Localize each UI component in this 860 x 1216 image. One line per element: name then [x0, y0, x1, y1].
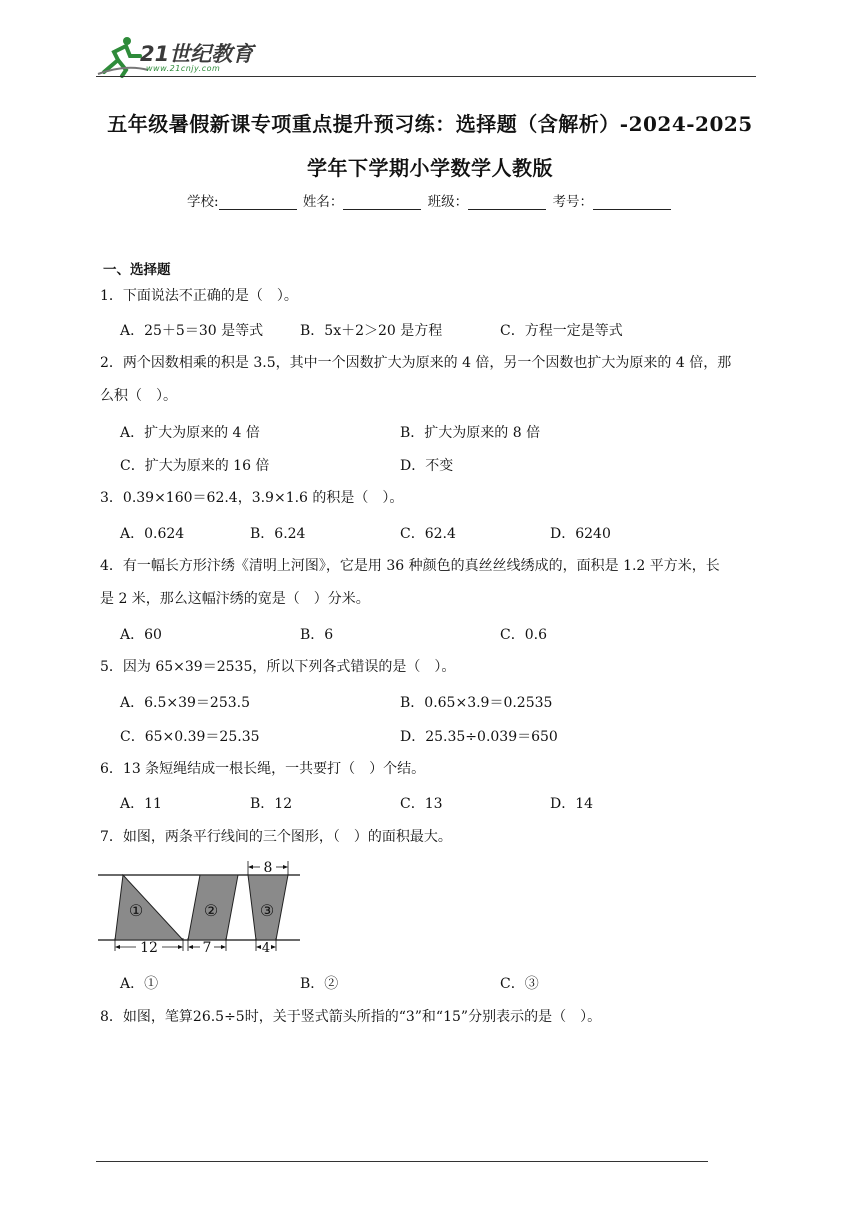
question-7-stem: 7．如图，两条平行线间的三个图形，（ ）的面积最大。: [100, 829, 452, 845]
question-6-option-a: A．11: [120, 796, 162, 812]
question-6-option-b: B．12: [250, 796, 293, 812]
question-3-option-b: B．6.24: [250, 526, 306, 542]
question-5-option-a: A．6.5×39＝253.5: [120, 695, 250, 711]
question-5-option-c: C．65×0.39＝25.35: [120, 729, 260, 745]
shape-3-label: ③: [259, 901, 275, 920]
header-rule: [96, 76, 756, 77]
question-4-stem-line-2: 是 2 米，那么这幅汴绣的宽是（ ）分米。: [100, 591, 370, 607]
question-4-option-a: A．60: [120, 627, 162, 643]
class-blank[interactable]: [468, 195, 546, 210]
question-3-option-d: D．6240: [550, 526, 611, 542]
class-label: 班级：: [427, 194, 469, 210]
question-2-option-c: C．扩大为原来的 16 倍: [120, 458, 270, 474]
school-blank[interactable]: [219, 195, 297, 210]
school-label: 学校:: [187, 194, 219, 210]
question-5-stem: 5．因为 65×39＝2535，所以下列各式错误的是（ ）。: [100, 659, 456, 675]
question-2-stem-line-1: 2．两个因数相乘的积是 3.5，其中一个因数扩大为原来的 4 倍，另一个因数也扩大为原来的 4 倍，那: [100, 355, 732, 371]
question-4-option-c: C．0.6: [500, 627, 547, 643]
question-2-option-b: B．扩大为原来的 8 倍: [400, 425, 541, 441]
parallel-lines-figure: [98, 858, 308, 962]
name-label: 姓名：: [302, 194, 344, 210]
shape-2-label: ②: [203, 901, 219, 920]
question-4-option-b: B．6: [300, 627, 334, 643]
question-1-option-c: C．方程一定是等式: [500, 323, 623, 339]
section-title: 一、选择题: [103, 262, 171, 278]
question-1-option-a: A．25＋5＝30 是等式: [120, 323, 264, 339]
question-5-option-b: B．0.65×3.9＝0.2535: [400, 695, 553, 711]
question-7-option-a: A．①: [120, 976, 159, 992]
question-5-option-d: D．25.35÷0.039＝650: [400, 729, 558, 745]
question-1-stem: 1．下面说法不正确的是（ ）。: [100, 288, 298, 304]
question-2-option-a: A．扩大为原来的 4 倍: [120, 425, 260, 441]
logo-url: www.21cnjy.com: [146, 64, 221, 73]
question-6-option-c: C．13: [400, 796, 443, 812]
shape-1-label: ①: [128, 901, 144, 920]
dimension-4: 4: [261, 941, 271, 956]
question-3-option-c: C．62.4: [400, 526, 456, 542]
dimension-12: 12: [140, 940, 158, 956]
title-line-2: 学年下学期小学数学人教版: [307, 156, 553, 180]
question-4-stem-line-1: 4．有一幅长方形汴绣《清明上河图》，它是用 36 种颜色的真丝丝线绣成的，面积是 1.2 平方米，长: [100, 558, 720, 574]
footer-rule: [96, 1161, 708, 1162]
title-line-1: 五年级暑假新课专项重点提升预习练：选择题（含解析）-2024-2025: [107, 112, 753, 136]
question-3-stem: 3．0.39×160＝62.4，3.9×1.6 的积是（ ）。: [100, 490, 404, 506]
name-blank[interactable]: [343, 195, 421, 210]
question-7-option-c: C．③: [500, 976, 539, 992]
exam-number-label: 考号：: [552, 194, 593, 210]
question-2-stem-line-2: 么积（ ）。: [100, 388, 177, 404]
question-2-option-d: D．不变: [400, 458, 454, 474]
dimension-7: 7: [202, 940, 212, 956]
exam-number-blank[interactable]: [593, 195, 671, 210]
question-7-option-b: B．②: [300, 976, 339, 992]
question-8-stem: 8．如图，笔算26.5÷5时，关于竖式箭头所指的“3”和“15”分别表示的是（ ）。: [100, 1009, 602, 1025]
info-fields: [96, 190, 764, 210]
question-1-option-b: B．5x＋2＞20 是方程: [300, 323, 443, 339]
dimension-8: 8: [263, 860, 273, 876]
question-6-option-d: D．14: [550, 796, 594, 812]
question-3-option-a: A．0.624: [120, 526, 185, 542]
shape-1-triangle: [115, 875, 183, 940]
question-6-stem: 6．13 条短绳结成一根长绳，一共要打（ ）个结。: [100, 761, 426, 777]
logo-text: 21世纪教育: [140, 42, 254, 66]
